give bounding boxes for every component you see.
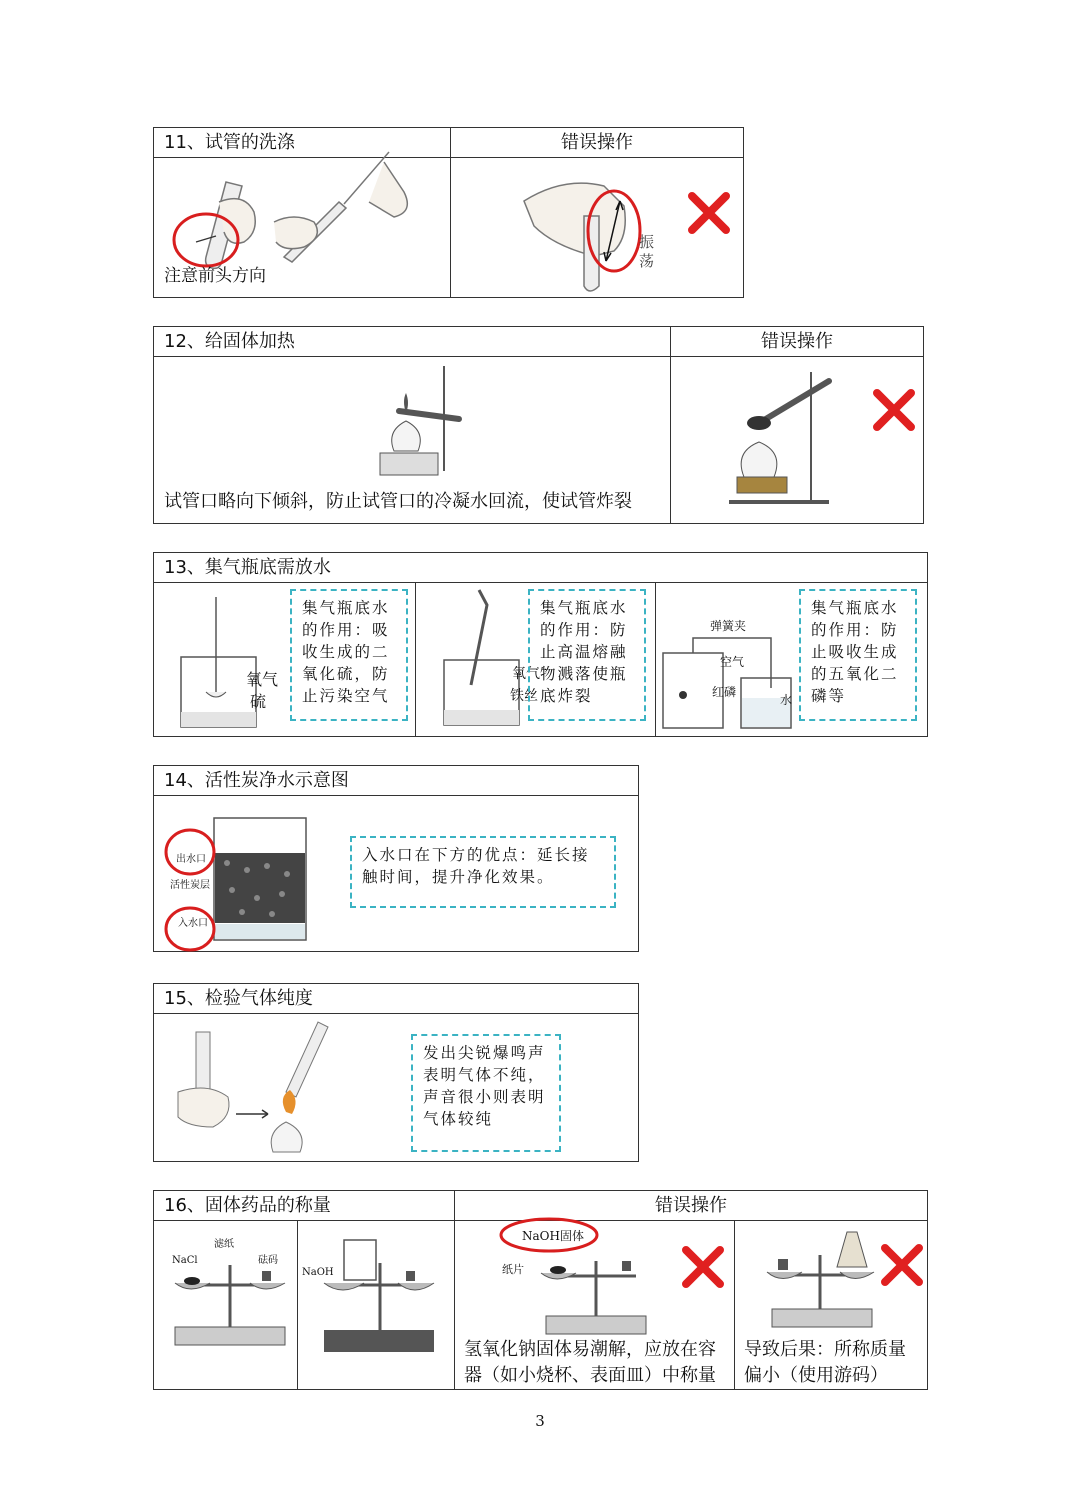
section-14-title: 14、活性炭净水示意图 [154, 766, 638, 796]
balance-naoh-beaker-illustration [314, 1235, 439, 1365]
panel-2-note: 集气瓶底水的作用：防止高温熔融物溅落使瓶底炸裂 [528, 589, 646, 721]
label-air: 空气 [720, 655, 745, 669]
gas-purity-test-illustration [168, 1022, 338, 1157]
wrong-heating-illustration [719, 367, 849, 507]
label-spring-clip: 弹簧夹 [710, 619, 747, 633]
result-caption-line-2: 偏小（使用游码） [744, 1365, 888, 1386]
balance-naoh-paper-illustration [536, 1251, 656, 1336]
section-16-wrong-label: 错误操作 [455, 1191, 927, 1221]
section-11-title: 11、试管的洗涤 [154, 128, 451, 158]
section-13 [153, 552, 928, 737]
label-nacl: NaCl [172, 1255, 198, 1266]
inlet-circle-annotation [164, 901, 224, 961]
label-water: 水 [780, 693, 793, 707]
label-paper-piece: 纸片 [502, 1263, 524, 1276]
label-inlet: 入水口 [178, 918, 208, 929]
label-outlet: 出水口 [176, 854, 206, 865]
label-naoh-solid: NaOH固体 [522, 1229, 584, 1243]
section-15 [153, 983, 639, 1162]
section-13-title: 13、集气瓶底需放水 [154, 553, 927, 583]
label-carbon-layer: 活性炭层 [170, 880, 210, 891]
section-11-caption: 注意前头方向 [164, 266, 266, 286]
panel-3-note: 集气瓶底水的作用：防止吸收生成的五氧化二磷等 [799, 589, 917, 721]
section-15-title: 15、检验气体纯度 [154, 984, 638, 1014]
wrong-x-icon [681, 1245, 725, 1289]
section-16 [153, 1190, 928, 1390]
section-12-title: 12、给固体加热 [154, 327, 671, 357]
section-16-title: 16、固体药品的称量 [154, 1191, 455, 1221]
wrong-x-icon [872, 388, 916, 432]
section-14-note: 入水口在下方的优点：延长接触时间，提升净化效果。 [350, 836, 616, 908]
shake-label-2: 荡 [639, 252, 655, 270]
label-oxygen-2: 氧气 [512, 666, 540, 682]
label-filter-paper: 滤纸 [214, 1239, 234, 1250]
section-14 [153, 765, 639, 952]
section-11-wrong-label: 错误操作 [451, 128, 743, 158]
label-weight: 砝码 [258, 1255, 278, 1266]
label-naoh: NaOH [302, 1267, 334, 1278]
wrong-x-icon [687, 191, 731, 235]
section-12-wrong-label: 错误操作 [671, 327, 923, 357]
page-number: 3 [535, 1412, 545, 1430]
label-oxygen-1: 氧气 [246, 670, 279, 689]
balance-reversed-illustration [762, 1227, 882, 1337]
shake-label-1: 振 [639, 233, 655, 251]
label-sulfur: 硫 [250, 692, 267, 711]
section-11 [153, 127, 744, 298]
section-12 [153, 326, 924, 524]
naoh-caption-line-1: 氢氧化钠固体易潮解，应放在容 [464, 1339, 716, 1360]
section-15-note: 发出尖锐爆鸣声表明气体不纯，声音很小则表明气体较纯 [411, 1034, 561, 1152]
result-caption-line-1: 导致后果：所称质量 [744, 1339, 906, 1360]
label-red-phosphorus: 红磷 [712, 685, 737, 699]
label-iron-wire: 铁丝 [510, 688, 538, 704]
wrong-x-icon [880, 1243, 924, 1287]
panel-1-note: 集气瓶底水的作用：吸收生成的二氧化硫，防止污染空气 [290, 589, 408, 721]
naoh-caption-line-2: 器（如小烧杯、表面皿）中称量 [464, 1365, 716, 1386]
activated-carbon-filter-illustration [212, 808, 362, 943]
section-12-caption: 试管口略向下倾斜，防止试管口的冷凝水回流，使试管炸裂 [164, 491, 632, 512]
heating-solid-illustration [374, 361, 494, 481]
